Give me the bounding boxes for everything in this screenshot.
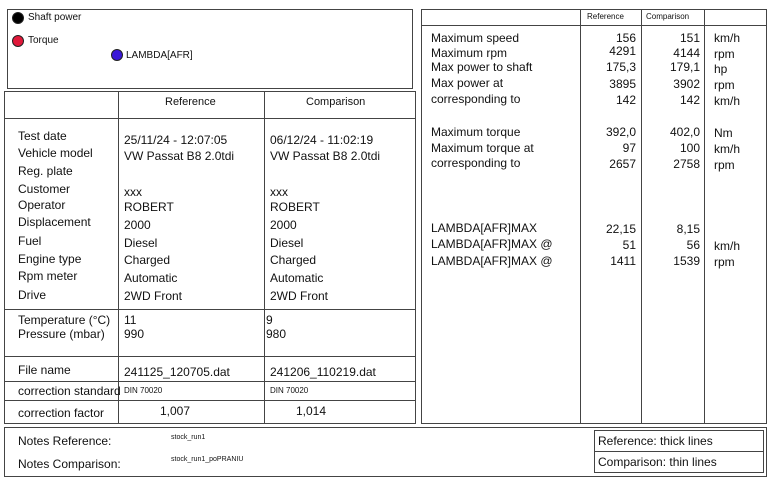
info-label: Vehicle model [18,146,93,160]
env-cmp-value: 980 [266,327,287,341]
result-label: Max power at [431,76,504,90]
result-ref-value: 2657 [609,157,636,171]
result-label: LAMBDA[AFR]MAX @ [431,237,553,251]
results-header-reference: Reference [587,12,624,21]
info-header-comparison: Comparison [306,96,366,108]
env-cmp-value: 9 [266,313,273,327]
results-col-divider-3 [704,9,705,424]
info-row-divider [4,400,416,401]
result-cmp-value: 56 [686,238,700,252]
result-label: LAMBDA[AFR]MAX [431,221,538,235]
torque-legend-dot [12,35,24,47]
info-label: Reg. plate [18,164,73,178]
info-col-divider-2 [264,91,265,424]
result-label: Maximum torque at [431,141,534,155]
result-label: Maximum torque [431,125,521,139]
result-ref-value: 22,15 [605,222,636,236]
info-cmp-value: Automatic [270,271,324,285]
result-unit: km/h [714,94,741,108]
file-name-label: File name [18,363,71,377]
notes-reference-value: stock_run1 [171,434,206,441]
result-ref-value: 142 [615,93,636,107]
info-row-divider [4,381,416,382]
correction-factor-label: correction factor [18,406,105,420]
shaft-power-legend-dot [12,12,24,24]
notes-reference-label: Notes Reference: [18,434,112,448]
results-header-comparison: Comparison [646,12,690,21]
result-ref-value: 4291 [609,44,636,58]
result-cmp-value: 4144 [673,46,700,60]
result-ref-value: 97 [622,141,636,155]
result-cmp-value: 1539 [673,254,700,268]
correction-factor-cmp: 1,014 [296,404,327,418]
result-ref-value: 392,0 [605,125,636,139]
info-header-reference: Reference [165,96,216,108]
thick-lines-label: Reference: thick lines [598,434,713,448]
info-cmp-value: Diesel [270,236,304,250]
result-ref-value: 3895 [609,77,636,91]
result-label: corresponding to [431,156,521,170]
correction-standard-ref: DIN 70020 [124,386,163,395]
result-unit: rpm [714,158,735,172]
lambda-legend-label: LAMBDA[AFR] [126,50,193,61]
info-ref-value: Charged [124,253,171,267]
info-label: Operator [18,198,66,212]
file-name-cmp: 241206_110219.dat [270,365,376,379]
info-ref-value: Diesel [124,236,158,250]
info-label: Fuel [18,234,42,248]
results-header-divider [421,25,767,26]
result-unit: hp [714,62,728,76]
result-cmp-value: 151 [679,31,700,45]
result-ref-value: 51 [622,238,636,252]
info-ref-value: VW Passat B8 2.0tdi [124,149,235,163]
info-col-divider-1 [118,91,119,424]
info-row-divider [4,309,416,310]
info-ref-value: 25/11/24 - 12:07:05 [124,133,228,147]
info-cmp-value: 2000 [270,218,297,232]
info-ref-value: xxx [124,185,142,199]
info-cmp-value: Charged [270,253,317,267]
env-ref-value: 11 [124,313,137,327]
info-ref-value: ROBERT [124,200,174,214]
result-unit: km/h [714,239,741,253]
info-cmp-value: 2WD Front [270,289,329,303]
result-cmp-value: 402,0 [669,125,700,139]
result-unit: rpm [714,47,735,61]
info-cmp-value: VW Passat B8 2.0tdi [270,149,381,163]
notes-comparison-value: stock_run1_poPRANIU [171,456,244,463]
info-label: Displacement [18,215,91,229]
info-ref-value: 2WD Front [124,289,183,303]
info-label: Customer [18,182,71,196]
env-ref-value: 990 [124,327,145,341]
info-cmp-value: ROBERT [270,200,320,214]
line-style-divider [594,451,764,452]
info-row-divider [4,118,416,119]
result-cmp-value: 3902 [673,77,700,91]
torque-legend-label: Torque [28,35,59,46]
info-label: Drive [18,288,47,302]
result-label: LAMBDA[AFR]MAX @ [431,254,553,268]
result-cmp-value: 100 [679,141,700,155]
result-unit: rpm [714,78,735,92]
info-label: Engine type [18,252,82,266]
result-label: Maximum rpm [431,46,508,60]
correction-standard-label: correction standard [18,384,121,398]
result-unit: Nm [714,126,733,140]
result-cmp-value: 8,15 [676,222,700,236]
info-ref-value: Automatic [124,271,178,285]
shaft-power-legend-label: Shaft power [28,12,82,23]
info-cmp-value: 06/12/24 - 11:02:19 [270,133,374,147]
info-label: Test date [18,129,67,143]
result-unit: km/h [714,31,741,45]
correction-factor-ref: 1,007 [160,404,191,418]
env-label: Temperature (°C) [18,313,111,327]
result-label: Max power to shaft [431,60,533,74]
result-cmp-value: 179,1 [669,60,700,74]
file-name-ref: 241125_120705.dat [124,365,230,379]
result-ref-value: 175,3 [605,60,636,74]
thin-lines-label: Comparison: thin lines [598,455,717,469]
info-label: Rpm meter [18,269,78,283]
result-cmp-value: 142 [679,93,700,107]
result-label: Maximum speed [431,31,520,45]
info-cmp-value: xxx [270,185,288,199]
info-row-divider [4,356,416,357]
result-cmp-value: 2758 [673,157,700,171]
env-label: Pressure (mbar) [18,327,105,341]
result-unit: rpm [714,255,735,269]
info-ref-value: 2000 [124,218,151,232]
correction-standard-cmp: DIN 70020 [270,386,309,395]
lambda-legend-dot [111,49,123,61]
result-ref-value: 156 [615,31,636,45]
result-unit: km/h [714,142,741,156]
result-label: corresponding to [431,92,521,106]
result-ref-value: 1411 [610,254,636,268]
notes-comparison-label: Notes Comparison: [18,457,121,471]
